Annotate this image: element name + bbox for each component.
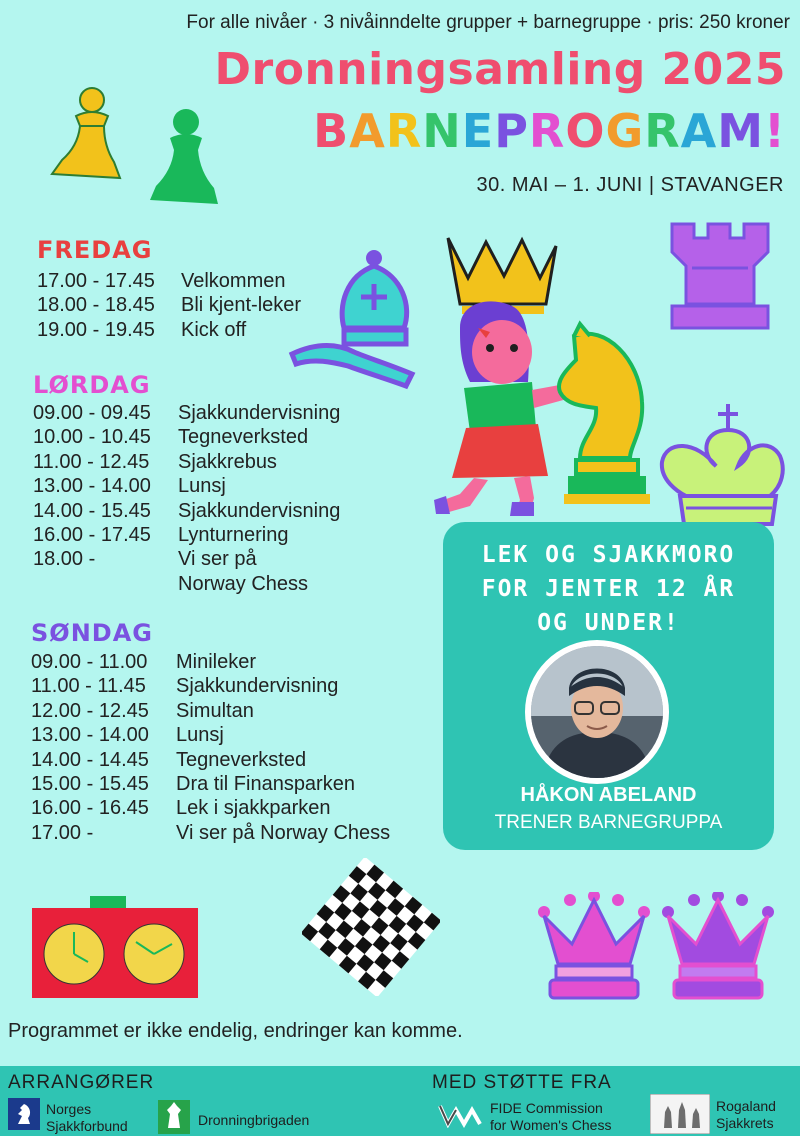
schedule-row [33,499,340,523]
subtitle-letter: P [494,104,529,158]
schedule-activity: Sjakkundervisning [178,499,341,522]
schedule-time: 18.00 - 18.45 [37,294,155,317]
chess-clock-icon [30,896,200,1000]
coach-role: TRENER BARNEGRUPPA [494,812,723,833]
schedule-activity: Lunsj [176,724,224,747]
subtitle-letter: ! [764,104,786,158]
schedule-time: 12.00 - 12.45 [31,699,149,722]
card-heading-line: OG UNDER! [537,610,680,636]
pink-queen-icon [536,892,652,1002]
schedule-time: 14.00 - 14.45 [31,748,149,771]
schedule-lordag [33,401,340,596]
schedule-time: 10.00 - 10.45 [33,426,151,449]
disclaimer-note: Programmet er ikke endelig, endringer kan komme. [8,1020,463,1042]
subtitle-letter: N [422,104,462,158]
schedule-row [33,401,340,425]
schedule-row [33,572,340,596]
schedule-activity: Minileker [176,651,257,673]
schedule-time: 16.00 - 16.45 [31,797,149,820]
schedule-time: 11.00 - 11.45 [31,675,146,698]
event-dates: 30. MAI – 1. JUNI | STAVANGER [476,174,784,196]
poster-subtitle [313,104,786,158]
support-label: MED STØTTE FRA [432,1072,612,1093]
schedule-time: 11.00 - 12.45 [33,450,150,473]
schedule-activity: Vi ser på [178,548,257,571]
card-heading-line: FOR JENTER 12 ÅR [481,576,736,602]
rogaland-sjakkrets-logo-icon [650,1094,710,1134]
schedule-time: 13.00 - 14.00 [33,475,151,498]
schedule-activity: Lynturnering [178,524,289,547]
girl-with-knight-illustration [430,232,662,516]
schedule-activity: Lek i sjakkparken [176,797,331,820]
schedule-time: 15.00 - 15.45 [31,773,149,796]
schedule-row [31,748,390,772]
schedule-activity: Sjakkundervisning [178,402,341,424]
schedule-row [31,723,390,747]
schedule-activity: Vi ser på Norway Chess [176,821,391,844]
subtitle-letter: R [644,104,681,158]
schedule-activity: Kick off [181,318,247,341]
poster-title: Dronningsamling 2025 [214,44,786,95]
schedule-time [33,572,178,596]
subtitle-letter: R [385,104,423,158]
schedule-row [31,796,390,820]
info-line: For alle nivåer · 3 nivåinndelte grupper + barnegruppe · pris: 250 kroner [186,12,790,33]
schedule-row [31,674,390,698]
schedule-row [37,269,301,293]
org-norges-sjakkforbund: Norges Sjakkforbund [46,1101,128,1134]
schedule-row [33,523,340,547]
king-icon [656,400,786,528]
rook-icon [668,218,772,336]
sup-rogaland-sjakkrets: Rogaland Sjakkrets [716,1098,776,1131]
schedule-time: 09.00 - 09.45 [33,402,151,424]
coach-photo [531,646,663,778]
subtitle-letter: A [680,104,718,158]
schedule-activity: Velkommen [181,270,286,292]
schedule-activity: Sjakkundervisning [176,675,339,698]
schedule-row [31,699,390,723]
schedule-row [31,650,390,674]
schedule-row [33,474,340,498]
schedule-time: 17.00 - 17.45 [37,270,155,292]
schedule-activity: Norway Chess [178,572,309,595]
schedule-row [33,425,340,449]
subtitle-letter: E [461,104,495,158]
person-silhouette-icon [531,646,663,778]
green-pawn-icon [146,106,222,206]
schedule-activity: Simultan [176,699,254,722]
schedule-row [33,547,340,571]
subtitle-letter: A [349,104,386,158]
schedule-time: 18.00 - [33,548,96,571]
schedule-activity: Tegneverksted [178,426,309,449]
schedule-fredag [37,269,301,342]
schedule-time: 14.00 - 15.45 [33,499,151,522]
subtitle-letter: G [605,104,645,158]
schedule-row [31,772,390,796]
subtitle-letter: O [565,104,606,158]
schedule-time: 13.00 - 14.00 [31,724,149,747]
schedule-sondag [31,650,390,845]
schedule-time: 19.00 - 19.45 [37,318,155,341]
schedule-activity: Tegneverksted [176,748,307,771]
nsf-logo-icon [8,1098,40,1130]
schedule-activity: Dra til Finansparken [176,773,355,796]
card-heading-line: LEK OG SJAKKMORO [481,542,736,568]
yellow-pawn-icon [48,86,128,182]
sup-fide-commission: FIDE Commission for Women's Chess [490,1100,612,1133]
schedule-activity: Lunsj [178,475,226,498]
chessboard-icon [302,858,440,996]
day-label-sondag: SØNDAG [31,619,153,647]
subtitle-letter: B [313,104,350,158]
schedule-activity: Sjakkrebus [178,450,277,473]
schedule-row [33,450,340,474]
day-label-lordag: LØRDAG [33,371,151,399]
schedule-activity: Bli kjent-leker [181,294,302,317]
fide-commission-logo-icon [438,1102,484,1128]
subtitle-letter: R [528,104,566,158]
schedule-row [31,821,390,845]
org-dronningbrigaden: Dronningbrigaden [198,1112,310,1128]
schedule-time: 09.00 - 11.00 [31,651,148,673]
purple-queen-icon [660,892,776,1002]
bishop-icon [288,246,418,392]
dronningbrigaden-logo-icon [158,1100,190,1134]
subtitle-letter: M [717,104,765,158]
schedule-row [37,293,301,317]
coach-name: HÅKON ABELAND [520,784,697,806]
organizers-label: ARRANGØRER [8,1072,155,1093]
schedule-row [37,318,301,342]
schedule-time: 16.00 - 17.45 [33,524,151,547]
day-label-fredag: FREDAG [37,236,153,264]
schedule-time: 17.00 - [31,821,94,844]
